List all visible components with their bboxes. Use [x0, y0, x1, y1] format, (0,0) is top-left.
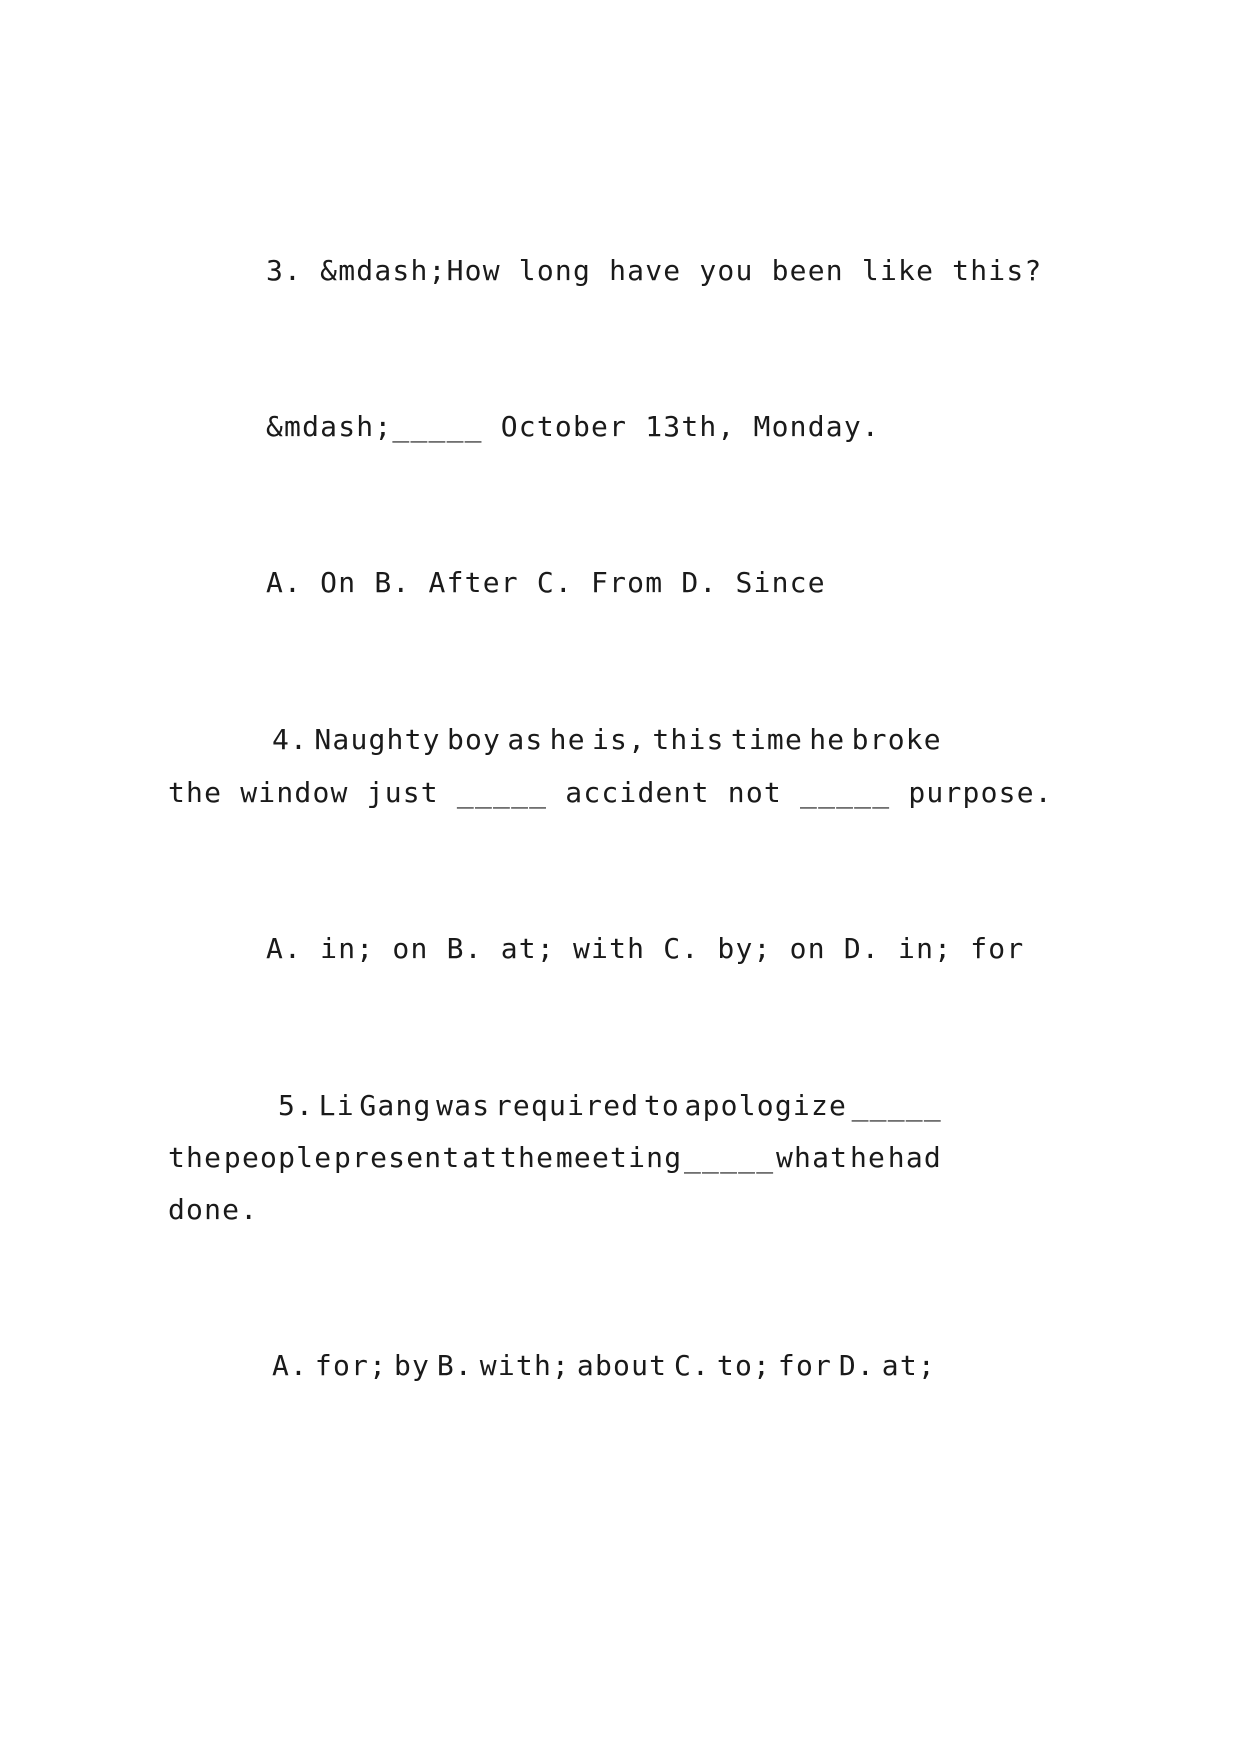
q5-word: to	[643, 1089, 680, 1122]
q5-word: _____	[851, 1089, 942, 1122]
q5-word: Li	[318, 1089, 355, 1122]
q5-word: the	[499, 1141, 555, 1174]
q5-option-token: at;	[881, 1349, 936, 1382]
q5-option-token: to;	[716, 1349, 772, 1382]
q5-word: he	[849, 1141, 887, 1174]
q5-question-line3: done.	[168, 1193, 259, 1226]
q5-option-token: A.	[272, 1349, 309, 1382]
q5-word: people	[223, 1141, 333, 1174]
q5-word: meeting	[555, 1141, 683, 1174]
q4-word: broke	[851, 723, 942, 756]
q4-word: he	[809, 723, 846, 756]
q4-options: A. in; on B. at; with C. by; on D. in; for	[266, 932, 1025, 965]
q5-option-token: C.	[673, 1349, 711, 1382]
q5-word: present	[333, 1141, 461, 1174]
q3-question: 3. &mdash;How long have you been like this?	[266, 254, 1043, 287]
q4-word: time	[730, 723, 804, 756]
q4-word: boy	[446, 723, 502, 756]
q4-word: this	[652, 723, 725, 756]
q5-option-token: about	[576, 1349, 668, 1382]
q5-option-token: D.	[838, 1349, 875, 1382]
q5-word: what	[776, 1141, 849, 1174]
q3-answer: &mdash;_____ October 13th, Monday.	[266, 410, 880, 443]
q5-word: was	[436, 1089, 491, 1122]
q4-word: he	[549, 723, 586, 756]
q5-option-token: for;	[314, 1349, 388, 1382]
q4-question-line1	[272, 723, 942, 757]
q5-option-token: by	[393, 1349, 431, 1382]
q4-word: as	[507, 723, 544, 756]
q5-word: at	[462, 1141, 499, 1174]
q5-word: apologize	[684, 1089, 848, 1122]
q5-word: had	[887, 1141, 942, 1174]
q5-word: Gang	[359, 1089, 432, 1122]
q5-option-token: B.	[436, 1349, 473, 1382]
q5-option-token: for	[777, 1349, 833, 1382]
q5-question-line2	[168, 1141, 942, 1175]
q4-word: is,	[591, 723, 647, 756]
q4-word: Naughty	[314, 723, 441, 756]
q5-option-token: with;	[479, 1349, 571, 1382]
q5-word: the	[168, 1141, 223, 1174]
q5-question-line1	[278, 1089, 942, 1123]
q4-question-line2: the window just _____ accident not _____ purpose.	[168, 776, 1053, 809]
q3-options: A. On B. After C. From D. Since	[266, 566, 826, 599]
q5-word: required	[494, 1089, 640, 1122]
q5-word: _____	[683, 1141, 775, 1174]
q4-word: 4.	[272, 723, 309, 756]
q5-options	[272, 1349, 936, 1383]
q5-word: 5.	[278, 1089, 315, 1122]
